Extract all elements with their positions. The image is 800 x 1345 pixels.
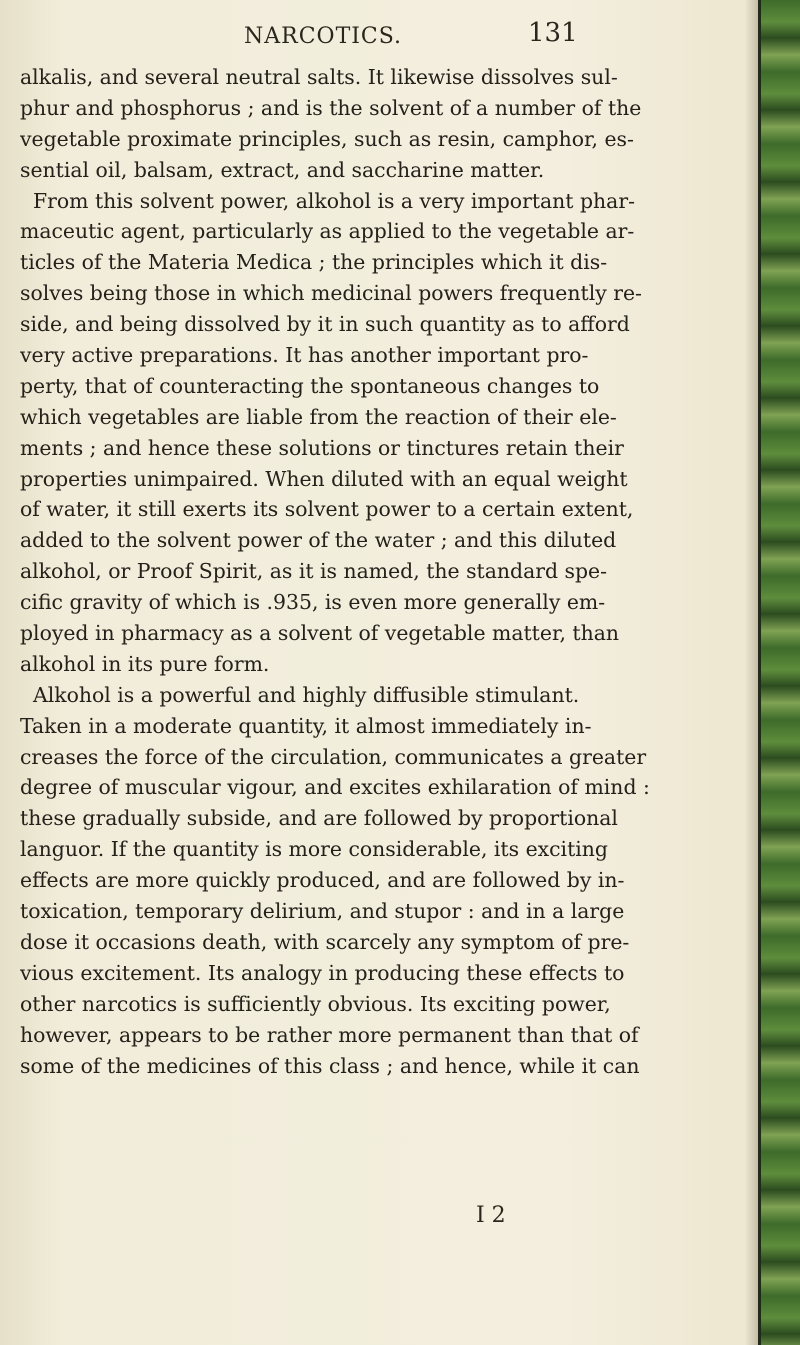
text-line: side, and being dissolved by it in such quantity as to afford	[20, 312, 630, 337]
text-line: sential oil, balsam, extract, and saccharine matter.	[20, 157, 545, 182]
page-number: 131	[528, 18, 578, 48]
text-line: some of the medicines of this class ; and hence, while it can	[20, 1053, 640, 1078]
text-line: very active preparations. It has another important pro-	[20, 343, 589, 368]
text-line: vious excitement. Its analogy in producing these effects to	[20, 960, 625, 985]
text-line: toxication, temporary delirium, and stupor : and in a large	[20, 899, 625, 924]
text-line: ticles of the Materia Medica ; the principles which it dis-	[20, 250, 608, 275]
text-line: alkohol in its pure form.	[20, 651, 270, 676]
text-line: ployed in pharmacy as a solvent of vegetable matter, than	[20, 621, 620, 646]
text-line: maceutic agent, particularly as applied to the vegetable ar-	[20, 219, 635, 244]
text-line: ments ; and hence these solutions or tinctures retain their	[20, 435, 624, 460]
text-line: properties unimpaired. When diluted with an equal weight	[20, 466, 628, 491]
text-line: however, appears to be rather more permanent than that of	[20, 1022, 639, 1047]
text-line: cific gravity of which is .935, is even more generally em-	[20, 590, 606, 615]
text-line: dose it occasions death, with scarcely any symptom of pre-	[20, 929, 630, 954]
text-line: which vegetables are liable from the reaction of their ele-	[20, 404, 617, 429]
text-line: Alkohol is a powerful and highly diffusible stimulant.	[20, 682, 580, 707]
running-title: NARCOTICS.	[244, 24, 403, 49]
text-line: solves being those in which medicinal powers frequently re-	[20, 281, 642, 306]
text-line: these gradually subside, and are followed by proportional	[20, 806, 618, 831]
text-line: perty, that of counteracting the spontaneous changes to	[20, 373, 600, 398]
gutter-shadow	[745, 0, 759, 1345]
text-line: of water, it still exerts its solvent power to a certain extent,	[20, 497, 634, 522]
text-line: effects are more quickly produced, and are followed by in-	[20, 868, 625, 893]
text-line: creases the force of the circulation, communicates a greater	[20, 744, 647, 769]
text-line: alkalis, and several neutral salts. It likewise dissolves sul-	[20, 65, 618, 89]
book-binding-edge	[758, 0, 800, 1345]
text-line: other narcotics is sufficiently obvious. Its exciting power,	[20, 991, 611, 1016]
text-line: languor. If the quantity is more considerable, its exciting	[20, 837, 608, 862]
text-line: From this solvent power, alkohol is a very important phar-	[20, 188, 635, 213]
text-line: vegetable proximate principles, such as resin, camphor, es-	[20, 126, 634, 151]
text-line: phur and phosphorus ; and is the solvent of a number of the	[20, 95, 642, 120]
signature-mark: I 2	[476, 1203, 506, 1228]
text-line: degree of muscular vigour, and excites exhilaration of mind :	[20, 775, 650, 800]
body-text	[20, 62, 742, 1081]
text-line: Taken in a moderate quantity, it almost immediately in-	[20, 713, 592, 738]
text-line: alkohol, or Proof Spirit, as it is named, the standard spe-	[20, 559, 607, 584]
page-header	[0, 8, 745, 54]
text-line: added to the solvent power of the water ; and this diluted	[20, 528, 617, 553]
